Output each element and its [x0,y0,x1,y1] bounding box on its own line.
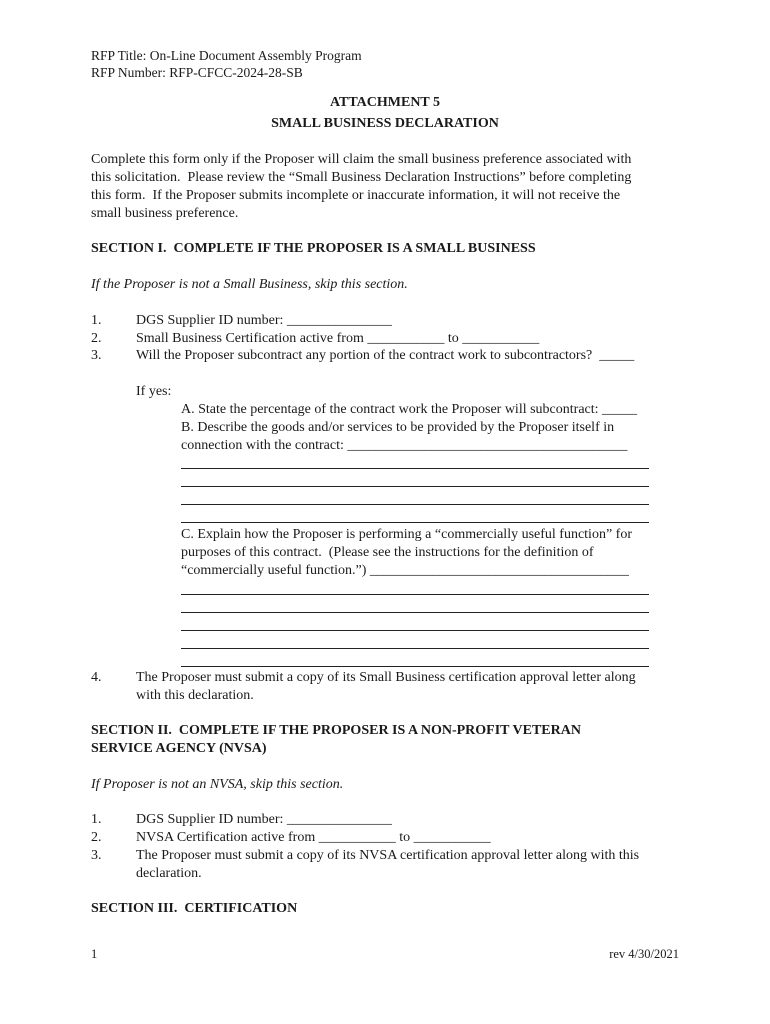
answer-line[interactable] [181,666,649,667]
section-2-skip-note: If Proposer is not an NVSA, skip this section. [91,777,344,792]
commercially-useful-line: C. Explain how the Proposer is performing a “commercially useful function” for [181,527,632,542]
item-number: 3. [91,848,102,863]
page-number: 1 [91,947,98,961]
section-2-heading: SECTION II. COMPLETE IF THE PROPOSER IS A NON-PROFIT VETERAN [91,723,581,738]
rfp-title: RFP Title: On-Line Document Assembly Program [91,48,362,63]
nvsa-supplier-id-field[interactable]: DGS Supplier ID number: _______________ [136,812,392,827]
certification-dates-field[interactable]: Small Business Certification active from ___________ to ___________ [136,331,540,346]
answer-line[interactable] [181,648,649,649]
if-yes-label: If yes: [136,384,172,399]
rfp-number: RFP Number: RFP-CFCC-2024-28-SB [91,65,303,80]
attachment-label: ATTACHMENT 5 [329,95,441,110]
item-4-line: The Proposer must submit a copy of its Small Business certification approval letter along [136,670,636,685]
section-1-skip-note: If the Proposer is not a Small Business, skip this section. [91,277,408,292]
intro-line: Complete this form only if the Proposer will claim the small business preference associated with [91,152,632,167]
item-4-line: with this declaration. [136,688,254,703]
intro-line: this solicitation. Please review the “Small Business Declaration Instructions” before completing [91,170,632,185]
answer-line[interactable] [181,468,649,469]
item-number: 2. [91,331,102,346]
intro-line: this form. If the Proposer submits incomplete or inaccurate information, it will not receive the [91,188,621,203]
nvsa-certification-dates-field[interactable]: NVSA Certification active from ___________ to ___________ [136,830,491,845]
describe-goods-field[interactable]: connection with the contract: ________________________________________ [181,438,628,453]
commercially-useful-field[interactable]: “commercially useful function.”) _____________________________________ [181,563,629,578]
answer-line[interactable] [181,522,649,523]
describe-goods-line: B. Describe the goods and/or services to be provided by the Proposer itself in [181,420,615,435]
subcontract-question-field[interactable]: Will the Proposer subcontract any portion of the contract work to subcontractors? _____ [136,348,635,363]
answer-line[interactable] [181,630,649,631]
item-number: 4. [91,670,102,685]
nvsa-item-3-line: The Proposer must submit a copy of its NVSA certification approval letter along with this [136,848,640,863]
section-1-heading: SECTION I. COMPLETE IF THE PROPOSER IS A SMALL BUSINESS [91,241,536,256]
section-3-heading: SECTION III. CERTIFICATION [91,901,298,916]
section-2-heading-cont: SERVICE AGENCY (NVSA) [91,741,267,756]
document-title: SMALL BUSINESS DECLARATION [271,116,499,131]
subcontract-percentage-field[interactable]: A. State the percentage of the contract work the Proposer will subcontract: _____ [181,402,638,417]
answer-line[interactable] [181,612,649,613]
intro-line: small business preference. [91,206,239,221]
answer-line[interactable] [181,486,649,487]
item-number: 3. [91,348,102,363]
answer-line[interactable] [181,594,649,595]
item-number: 1. [91,313,102,328]
item-number: 2. [91,830,102,845]
item-number: 1. [91,812,102,827]
answer-line[interactable] [181,504,649,505]
supplier-id-field[interactable]: DGS Supplier ID number: _______________ [136,313,392,328]
commercially-useful-line: purposes of this contract. (Please see the instructions for the definition of [181,545,594,560]
nvsa-item-3-line: declaration. [136,866,202,881]
revision-date: rev 4/30/2021 [609,947,679,961]
